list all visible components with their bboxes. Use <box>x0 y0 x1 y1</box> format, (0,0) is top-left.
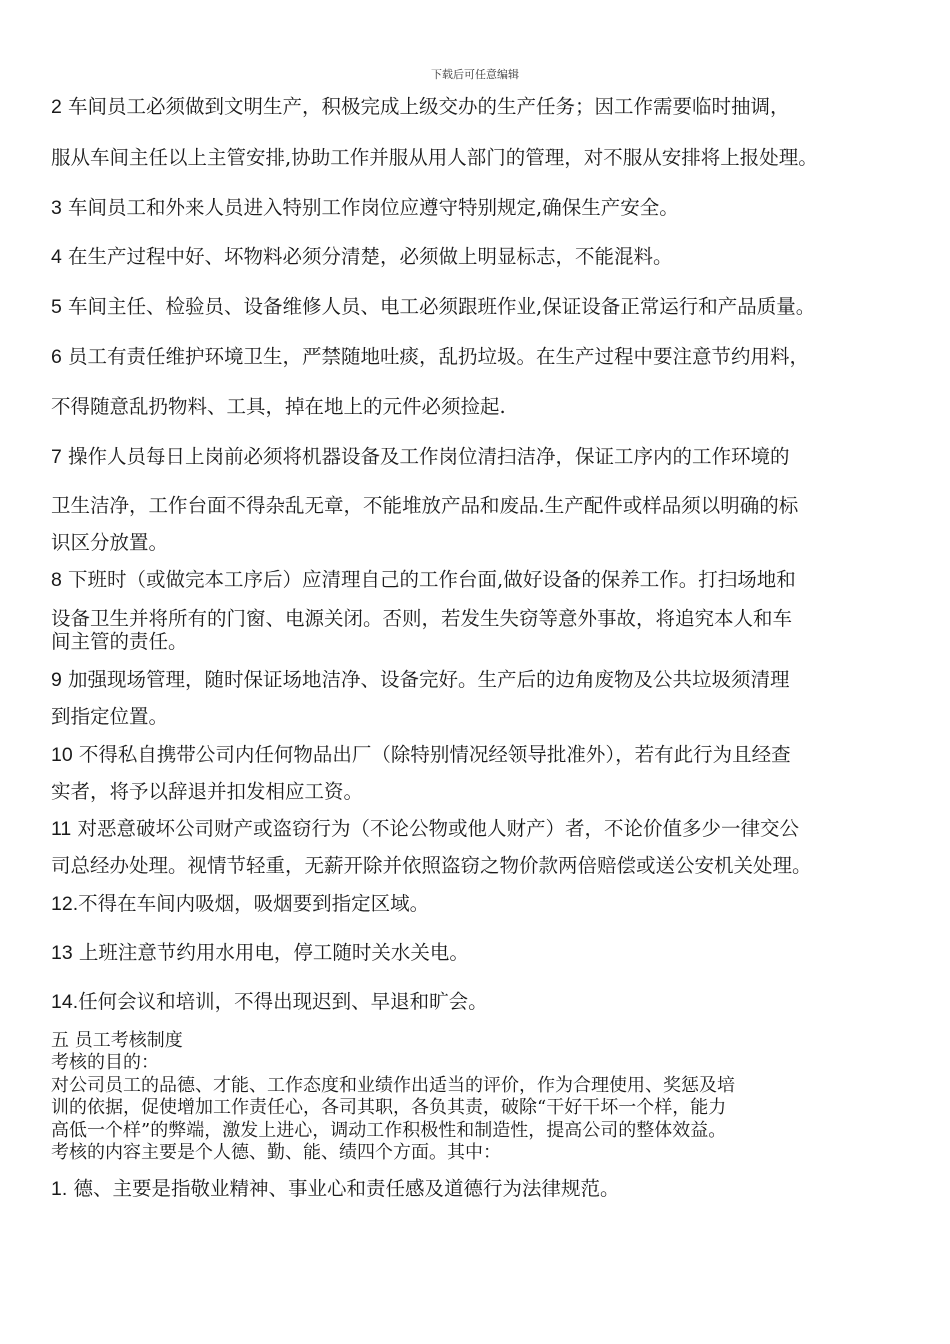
paragraph-line: 间主管的责任。 <box>51 630 188 653</box>
section-subheading: 考核的目的： <box>51 1052 159 1073</box>
paragraph-line: 实者，将予以辞退并扣发相应工资。 <box>51 780 364 803</box>
section-line: 考核的内容主要是个人德、勤、能、绩四个方面。其中： <box>51 1142 501 1163</box>
paragraph-line: 7 操作人员每日上岗前必须将机器设备及工作岗位清扫洁净，保证工序内的工作环境的 <box>51 445 790 468</box>
paragraph-line: 10 不得私自携带公司内任何物品出厂（除特别情况经领导批准外），若有此行为且经查 <box>51 743 791 766</box>
paragraph-line: 13 上班注意节约用水用电，停工随时关水关电。 <box>51 941 469 964</box>
paragraph-line: 司总经办处理。视情节轻重，无薪开除并依照盗窃之物价款两倍赔偿或送公安机关处理。 <box>51 854 812 877</box>
paragraph-line: 卫生洁净，工作台面不得杂乱无章，不能堆放产品和废品.生产配件或样品须以明确的标 <box>51 494 799 517</box>
paragraph-line: 11 对恶意破坏公司财产或盗窃行为（不论公物或他人财产）者，不论价值多少一律交公 <box>51 817 799 840</box>
section-line: 对公司员工的品德、才能、工作态度和业绩作出适当的评价，作为合理使用、奖惩及培 <box>51 1075 735 1096</box>
paragraph-line: 8 下班时（或做完本工序后）应清理自己的工作台面,做好设备的保养工作。打扫场地和 <box>51 568 796 591</box>
paragraph-line: 不得随意乱扔物料、工具，掉在地上的元件必须捡起. <box>51 395 506 418</box>
paragraph-line: 1. 德、主要是指敬业精神、事业心和责任感及道德行为法律规范。 <box>51 1177 620 1200</box>
paragraph-line: 到指定位置。 <box>51 705 169 728</box>
section-heading: 五 员工考核制度 <box>51 1030 183 1051</box>
paragraph-line: 设备卫生并将所有的门窗、电源关闭。否则，若发生失窃等意外事故，将追究本人和车 <box>51 607 793 630</box>
paragraph-line: 2 车间员工必须做到文明生产，积极完成上级交办的生产任务；因工作需要临时抽调， <box>51 95 790 118</box>
paragraph-line: 4 在生产过程中好、坏物料必须分清楚，必须做上明显标志，不能混料。 <box>51 245 673 268</box>
paragraph-line: 6 员工有责任维护环境卫生，严禁随地吐痰，乱扔垃圾。在生产过程中要注意节约用料， <box>51 345 810 368</box>
page-header: 下载后可任意编辑 <box>431 68 519 81</box>
paragraph-line: 12.不得在车间内吸烟，吸烟要到指定区域。 <box>51 892 430 915</box>
paragraph-line: 14.任何会议和培训，不得出现迟到、早退和旷会。 <box>51 990 488 1013</box>
section-line: 高低一个样”的弊端，激发上进心，调动工作积极性和制造性，提高公司的整体效益。 <box>51 1120 727 1141</box>
paragraph-line: 9 加强现场管理，随时保证场地洁净、设备完好。生产后的边角废物及公共垃圾须清理 <box>51 668 790 691</box>
paragraph-line: 识区分放置。 <box>51 531 169 554</box>
paragraph-line: 5 车间主任、检验员、设备维修人员、电工必须跟班作业,保证设备正常运行和产品质量。 <box>51 295 816 318</box>
section-line: 训的依据，促使增加工作责任心，各司其职，各负其责，破除“干好干坏一个样，能力 <box>51 1097 727 1118</box>
paragraph-line: 3 车间员工和外来人员进入特别工作岗位应遵守特别规定,确保生产安全。 <box>51 196 679 219</box>
paragraph-line: 服从车间主任以上主管安排,协助工作并服从用人部门的管理，对不服从安排将上报处理。 <box>51 146 818 169</box>
